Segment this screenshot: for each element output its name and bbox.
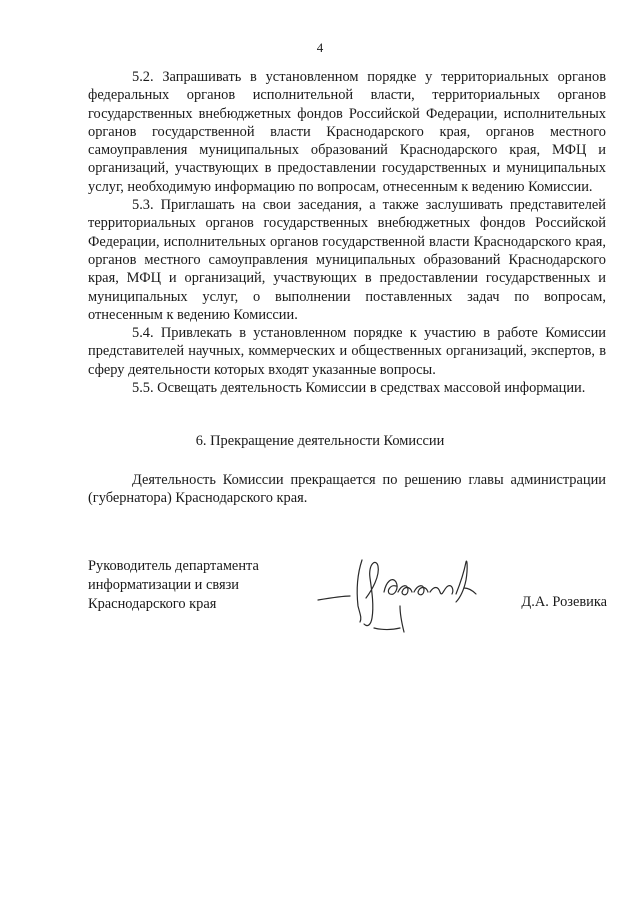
paragraph-5-3: 5.3. Приглашать на свои заседания, а также заслушивать представителей территориальных органов государственных внебюджетных фондов Российской Федерации, исполнительных органов государственной власти Краснодарского края, органов местного самоуправления муниципальных образований Краснодарского края, МФЦ и организаций, участвующих в предоставлении государственных и муниципальных услуг, о выполнении поставленных задач по вопросам, отнесенным к ведению Комиссии. bbox=[88, 197, 606, 323]
page-number: 4 bbox=[316, 40, 324, 55]
signatory-name: Д.А. Розевика bbox=[521, 594, 607, 610]
paragraph-5-4: 5.4. Привлекать в установленном порядке к участию в работе Комиссии представителей научных, коммерческих и общественных организаций, экспертов, в сферу деятельности которых входят указанные вопросы. bbox=[88, 325, 606, 378]
document-body bbox=[88, 68, 606, 397]
section-6-title: 6. Прекращение деятельности Комиссии bbox=[195, 433, 445, 449]
paragraph-5-5: 5.5. Освещать деятельность Комиссии в средствах массовой информации. bbox=[132, 380, 586, 397]
signatory-title bbox=[88, 557, 259, 613]
signatory-title-line-1: Руководитель департамента bbox=[88, 558, 259, 574]
signatory-title-line-2: информатизации и связи bbox=[88, 576, 239, 593]
section-6-body bbox=[88, 471, 606, 508]
section-6-paragraph: Деятельность Комиссии прекращается по решению главы администрации (губернатора) Краснодарского края. bbox=[88, 472, 606, 507]
signatory-title-line-3: Краснодарского края bbox=[88, 595, 217, 612]
handwritten-signature bbox=[300, 548, 500, 636]
paragraph-5-2: 5.2. Запрашивать в установленном порядке у территориальных органов федеральных органов исполнительной власти, территориальных органов государственных внебюджетных фондов Российской Федерации, исполнительных органов государственной власти Краснодарского края, органов местного самоуправления муниципальных образований Краснодарского края, МФЦ и организаций, участвующих в предоставлении государственных и муниципальных услуг, необходимую информацию по вопросам, отнесенным к ведению Комиссии. bbox=[88, 69, 606, 195]
